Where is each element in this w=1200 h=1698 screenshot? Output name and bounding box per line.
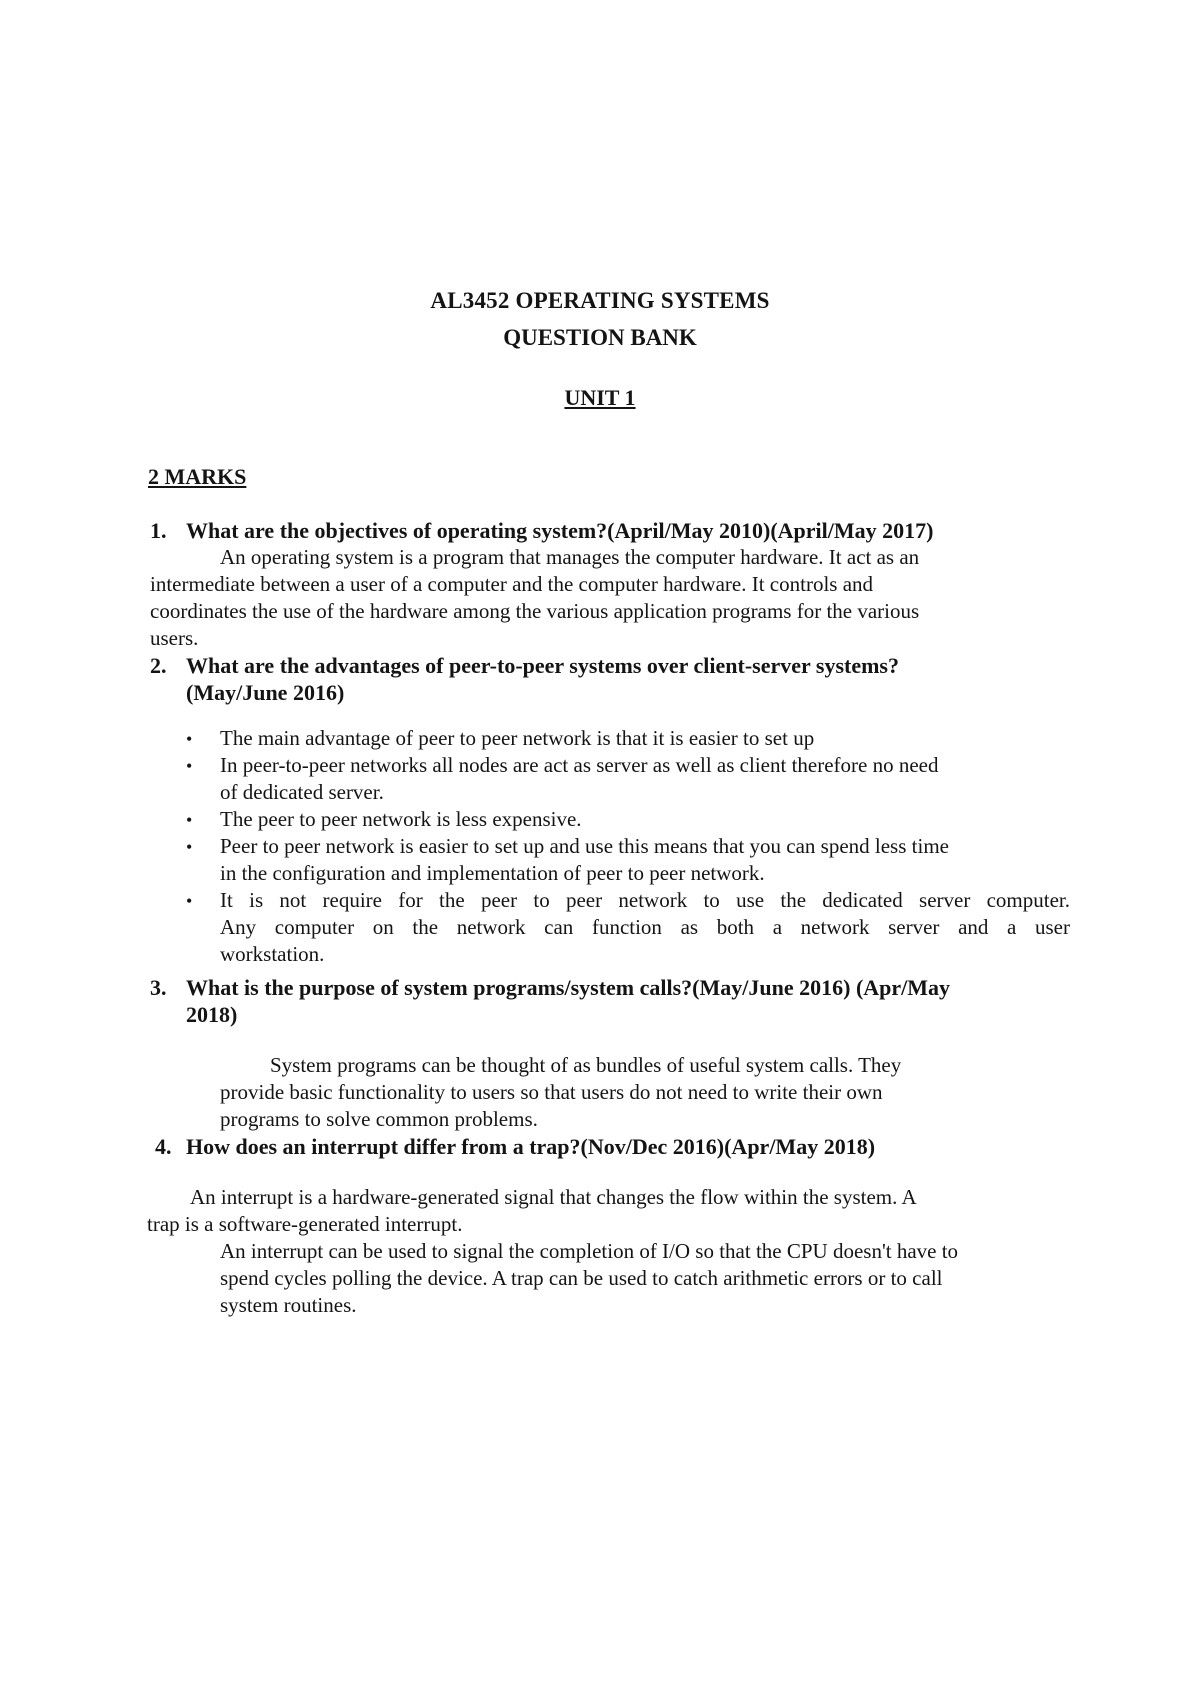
question-title: 2018) <box>186 1002 238 1027</box>
answer-line: spend cycles polling the device. A trap can be used to catch arithmetic errors or to call <box>220 1266 943 1290</box>
question-title: What are the advantages of peer-to-peer systems over client-server systems? <box>186 653 899 678</box>
question-number: 1. <box>150 518 167 543</box>
bullet-marker: • <box>186 756 193 776</box>
bullet-marker: • <box>186 837 193 857</box>
question-number: 4. <box>155 1134 172 1159</box>
answer-line: trap is a software-generated interrupt. <box>147 1212 463 1236</box>
bullet-marker: • <box>186 891 193 911</box>
bullet-text: The main advantage of peer to peer network is that it is easier to set up <box>220 726 815 750</box>
bullet-text: Peer to peer network is easier to set up and use this means that you can spend less time <box>220 834 949 858</box>
answer-line: An operating system is a program that manages the computer hardware. It act as an <box>220 545 920 569</box>
bullet-marker: • <box>186 810 193 830</box>
bullet-text: The peer to peer network is less expensive. <box>220 807 582 831</box>
bullet-text: workstation. <box>220 942 325 966</box>
answer-line: users. <box>150 626 199 650</box>
question-title: (May/June 2016) <box>186 680 345 705</box>
bullet-marker: • <box>186 729 193 749</box>
answer-line: coordinates the use of the hardware among the various application programs for the various <box>150 599 920 623</box>
bullet-text: in the configuration and implementation of peer to peer network. <box>220 861 765 885</box>
question-number: 3. <box>150 975 167 1000</box>
bullet-text: Any computer on the network can function as both a network server and a user <box>220 915 1070 939</box>
answer-line: provide basic functionality to users so that users do not need to write their own <box>220 1080 883 1104</box>
question-number: 2. <box>150 653 167 678</box>
section-heading: 2 MARKS <box>148 464 247 489</box>
answer-line: An interrupt is a hardware-generated signal that changes the flow within the system. A <box>190 1185 917 1209</box>
answer-line: programs to solve common problems. <box>220 1107 538 1131</box>
unit-heading: UNIT 1 <box>564 385 636 410</box>
question-title: How does an interrupt differ from a trap?(Nov/Dec 2016)(Apr/May 2018) <box>186 1134 876 1159</box>
document-title: AL3452 OPERATING SYSTEMS <box>430 288 770 313</box>
answer-line: intermediate between a user of a computer and the computer hardware. It controls and <box>150 572 874 596</box>
question-title: What is the purpose of system programs/system calls?(May/June 2016) (Apr/May <box>186 975 951 1000</box>
bullet-text: of dedicated server. <box>220 780 384 804</box>
question-title: What are the objectives of operating system?(April/May 2010)(April/May 2017) <box>186 518 934 543</box>
answer-line: An interrupt can be used to signal the completion of I/O so that the CPU doesn't have to <box>220 1239 959 1263</box>
bullet-text: In peer-to-peer networks all nodes are act as server as well as client therefore no need <box>220 753 939 777</box>
document-subtitle: QUESTION BANK <box>503 325 697 350</box>
answer-line: System programs can be thought of as bundles of useful system calls. They <box>270 1053 902 1077</box>
bullet-text: It is not require for the peer to peer network to use the dedicated server computer. <box>220 888 1070 912</box>
answer-line: system routines. <box>220 1293 357 1317</box>
